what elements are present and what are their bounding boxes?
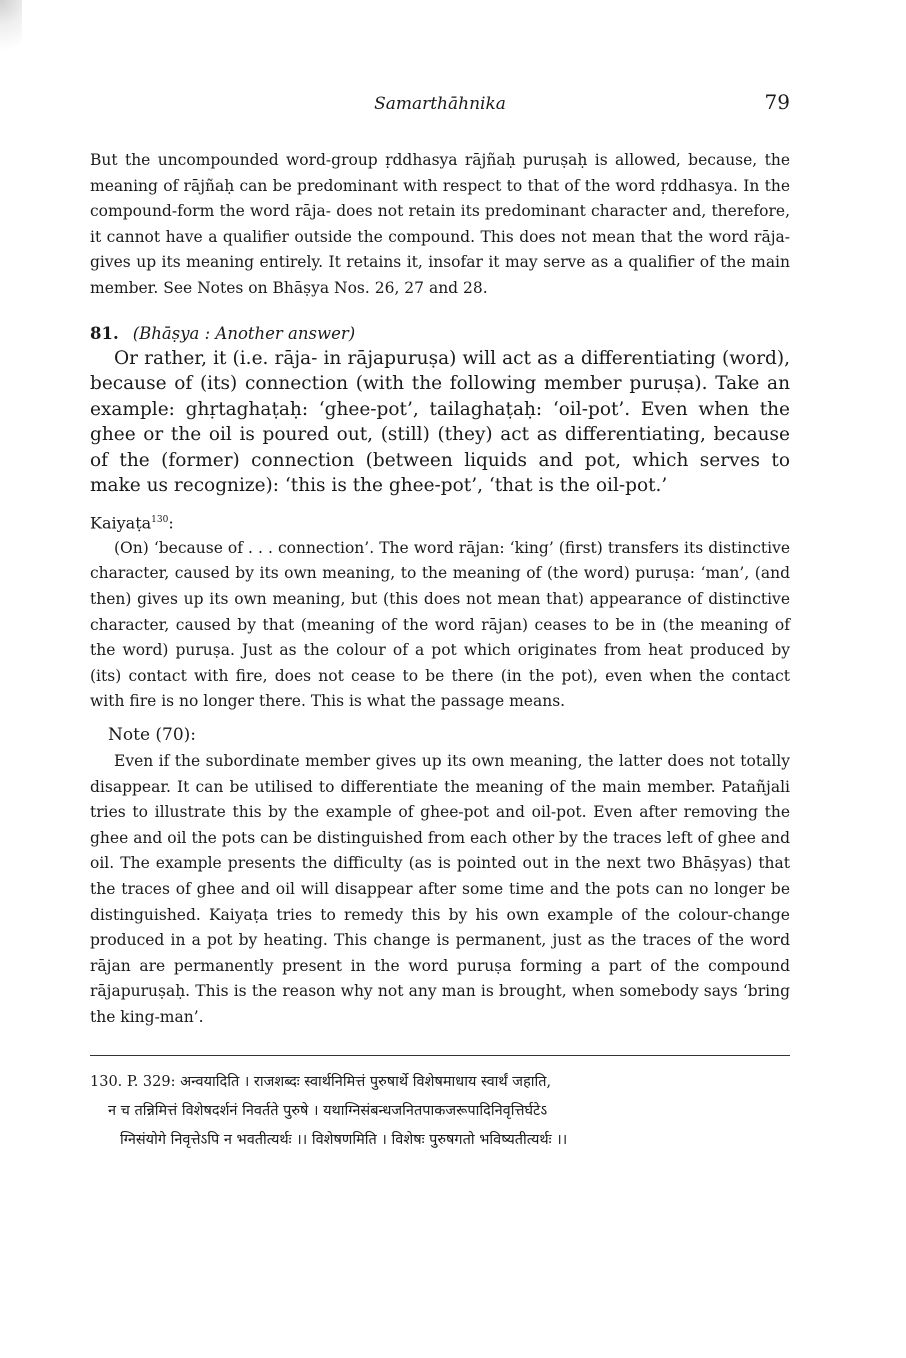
page-header [90,90,790,124]
note-heading: Note (70): [108,725,197,746]
kaiyata-text: (On) ‘because of . . . connection’. The word rājan: ‘king’ (first) transfers its distinctive character, caused by its own meaning, to the meaning of (the word) puruṣa: ‘man’, (and then) gives up its own meaning, but (this does not mean that) appearance of distinctive character, caused by that (meaning of the word rājan) ceases to be in (the meaning of the word) puruṣa. Just as the colour of a pot which originates from heat produced by (its) contact with fire, does not cease to be there (in the pot), even when the contact with fire is no longer there. This is what the passage means. [90,538,790,711]
page-number: 79 [764,90,790,114]
section-heading [90,322,790,346]
scan-edge-mark [0,0,22,60]
section-label: (Bhāṣya : Another answer) [132,323,356,343]
footnote-line-2: न च तन्निमित्तं विशेषदर्शनं निवर्तते पुरुषे । यथाग्निसंबन्धजनितपाकजरूपादिनिवृत्तिर्घटेऽ [108,1102,548,1119]
footnote-line-1: 130. P. 329: अन्वयादिति । राजशब्दः स्वार्थनिमित्तं पुरुषार्थे विशेषमाधाय स्वार्थं जहाति, [90,1073,552,1090]
kaiyata-heading-text: Kaiyaṭa [90,512,152,532]
footnote-line-3: ग्निसंयोगे निवृत्तेऽपि न भवतीत्यर्थः ।। विशेषणमिति । विशेषः पुरुषगतो भविष्यतीत्यर्थः ।। [120,1131,568,1148]
running-title: Samarthāhnika [374,94,506,114]
kaiyata-heading-colon: : [168,512,174,532]
section-number: 81. [90,323,119,343]
kaiyata-heading [90,507,790,536]
footnote-rule [90,1055,790,1056]
intro-paragraph: But the uncompounded word-group ṛddhasya rājñaḥ puruṣaḥ is allowed, because, the meaning of rājñaḥ can be predominant with respect to that of the word ṛddhasya. In the compound-form the word rāja- does not retain its predominant character and, therefore, it cannot have a qualifier outside the compound. This does not mean that the word rāja- gives up its meaning entirely. It retains it, insofar it may serve as a qualifier of the main member. See Notes on Bhāṣya Nos. 26, 27 and 28. [90,151,790,297]
note-text: Even if the subordinate member gives up its own meaning, the latter does not totally disappear. It can be utilised to differentiate the meaning of the main member. Patañjali tries to illustrate this by the example of ghee-pot and oil-pot. Even after removing the ghee and oil the pots can be distinguished from each other by the traces left of ghee and oil. The example presents the difficulty (as is pointed out in the next two Bhāṣyas) that the traces of ghee and oil will disappear after some time and the pots can no longer be distinguished. Kaiyaṭa tries to remedy this by his own example of the colour-change produced in a pot by heating. This change is permanent, just as the traces of the word rājan are permanently present in the word puruṣa forming a part of the compound rājapuruṣaḥ. This is the reason why not any man is brought, when somebody says ‘bring the king-man’. [90,752,790,1026]
footnote-ref: 130 [151,514,169,525]
bhasya-translation: Or rather, it (i.e. rāja- in rājapuruṣa) will act as a differentiating (word), because of (its) connection (with the following member puruṣa). Take an example: ghṛtaghaṭaḥ: ‘ghee-pot’, tailaghaṭaḥ: ‘oil-pot’. Even when the ghee or the oil is poured out, (still) (they) act as differentiating, because of the (former) connection (between liquids and pot, which serves to make us recognize): ‘this is the ghee-pot’, ‘that is the oil-pot.’ [90,347,790,497]
footnote [90,1068,790,1155]
page [90,90,790,1340]
